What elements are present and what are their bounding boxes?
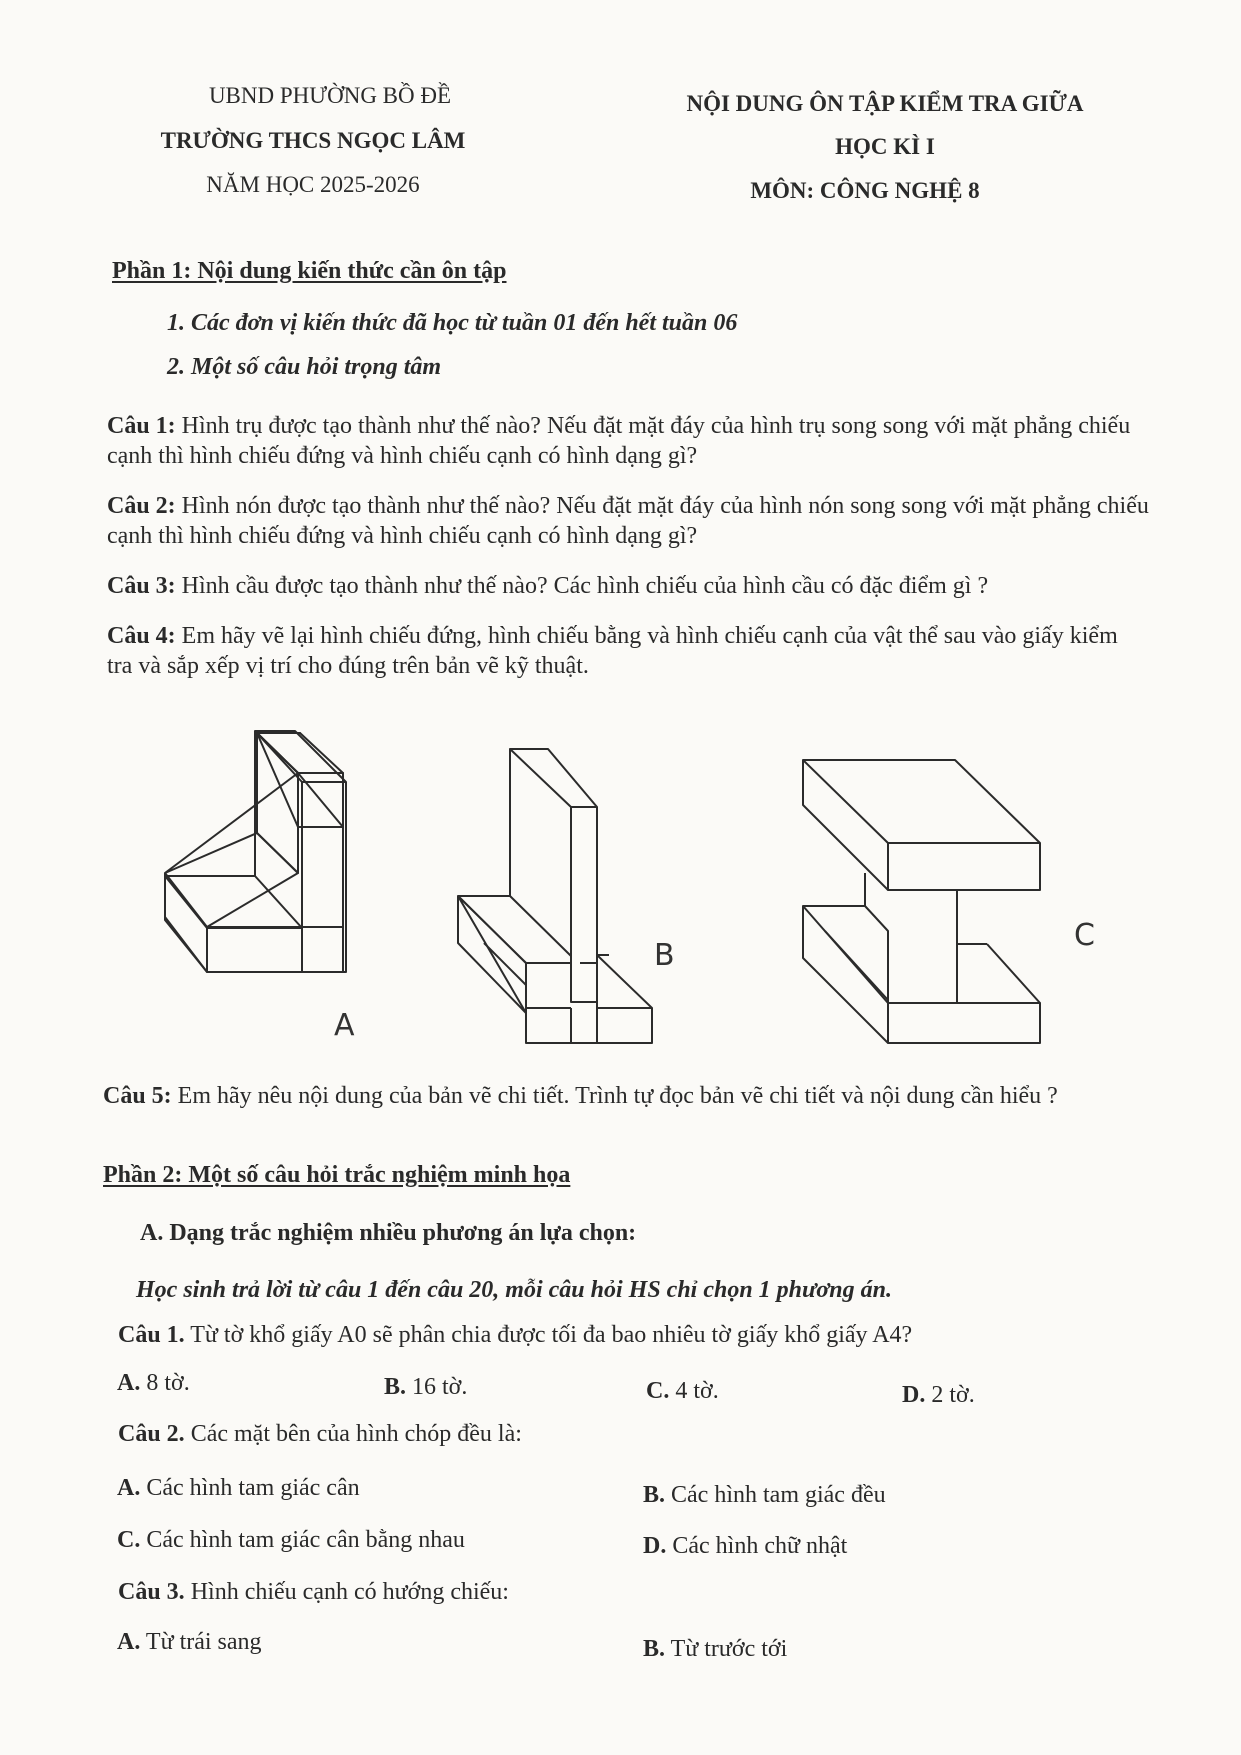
mc2-option-a <box>117 1475 360 1502</box>
mc1-option-c <box>646 1378 719 1405</box>
question-2-label: Câu 2: <box>107 493 176 519</box>
part2-title: Phần 2: Một số câu hỏi trắc nghiệm minh họa <box>103 1162 571 1188</box>
option-key: A. <box>117 1475 141 1501</box>
question-5-label: Câu 5: <box>103 1083 172 1109</box>
mc-question-2 <box>118 1421 522 1448</box>
mc3-option-b <box>643 1636 787 1663</box>
option-key: A. <box>117 1629 141 1655</box>
mc3-option-a <box>117 1629 262 1656</box>
doc-subject: MÔN: CÔNG NGHỆ 8 <box>750 178 980 203</box>
part2-instruction: Học sinh trả lời từ câu 1 đến câu 20, mỗi câu hỏi HS chỉ chọn 1 phương án. <box>136 1277 892 1303</box>
mc-question-1-label: Câu 1. <box>118 1322 185 1348</box>
mc2-option-b <box>643 1482 886 1509</box>
option-key: D. <box>643 1533 667 1559</box>
question-3-text: Hình cầu được tạo thành như thế nào? Các hình chiếu của hình cầu có đặc điểm gì ? <box>175 573 989 599</box>
figure-b-label: B <box>654 938 675 973</box>
option-text: 16 tờ. <box>406 1374 468 1400</box>
mc1-option-a <box>117 1370 190 1397</box>
mc2-option-c <box>117 1527 465 1554</box>
option-text: Các hình tam giác cân <box>140 1475 360 1501</box>
mc-question-3-label: Câu 3. <box>118 1579 185 1605</box>
question-3-label: Câu 3: <box>107 573 176 599</box>
option-key: B. <box>643 1636 666 1662</box>
mc1-option-d <box>902 1382 975 1409</box>
doc-term: HỌC KÌ I <box>835 134 935 159</box>
part1-item1: 1. Các đơn vị kiến thức đã học từ tuần 01 đến hết tuần 06 <box>167 310 738 336</box>
option-key: C. <box>646 1378 670 1404</box>
mc-question-3-text: Hình chiếu cạnh có hướng chiếu: <box>184 1579 509 1605</box>
authority-name: UBND PHƯỜNG BỒ ĐỀ <box>208 83 452 108</box>
option-key: B. <box>384 1374 407 1400</box>
option-key: A. <box>117 1370 141 1396</box>
part1-item2: 2. Một số câu hỏi trọng tâm <box>167 354 442 380</box>
question-2-text: Hình nón được tạo thành như thế nào? Nếu đặt mặt đáy của hình nón song song với mặt phẳng chiếu cạnh thì hình chiếu đứng và hình chiếu cạnh có hình dạng gì? <box>107 493 1149 549</box>
option-text: Từ trái sang <box>140 1629 262 1655</box>
mc2-option-d <box>643 1533 847 1560</box>
mc-question-1-text: Từ tờ khổ giấy A0 sẽ phân chia được tối đa bao nhiêu tờ giấy khổ giấy A4? <box>184 1322 913 1348</box>
question-1-label: Câu 1: <box>107 413 176 439</box>
option-text: Các hình tam giác đều <box>665 1482 886 1508</box>
figure-c-i-beam <box>803 760 1040 1043</box>
option-key: D. <box>902 1382 926 1408</box>
option-text: 8 tờ. <box>140 1370 190 1396</box>
figure-c-label: C <box>1074 918 1095 953</box>
question-5 <box>103 1081 1145 1111</box>
mc-question-3 <box>118 1579 509 1606</box>
option-key: B. <box>643 1482 666 1508</box>
school-name: TRƯỜNG THCS NGỌC LÂM <box>160 128 466 153</box>
option-text: 2 tờ. <box>925 1382 975 1408</box>
question-4-label: Câu 4: <box>107 623 176 649</box>
option-text: 4 tờ. <box>669 1378 719 1404</box>
question-4-text: Em hãy vẽ lại hình chiếu đứng, hình chiếu bằng và hình chiếu cạnh của vật thể sau vào giấy kiểm tra và sắp xếp vị trí cho đúng trên bản vẽ kỹ thuật. <box>107 623 1118 679</box>
figure-b-inverted-t <box>458 749 652 1043</box>
question-1-text: Hình trụ được tạo thành như thế nào? Nếu đặt mặt đáy của hình trụ song song với mặt phẳng chiếu cạnh thì hình chiếu đứng và hình chiếu cạnh có hình dạng gì? <box>107 413 1131 469</box>
option-text: Các hình tam giác cân bằng nhau <box>140 1527 465 1553</box>
option-text: Từ trước tới <box>665 1636 788 1662</box>
school-year: NĂM HỌC 2025-2026 <box>206 172 420 197</box>
mc-question-2-label: Câu 2. <box>118 1421 185 1447</box>
doc-title: NỘI DUNG ÔN TẬP KIỂM TRA GIỮA <box>686 91 1084 116</box>
part2-section-a: A. Dạng trắc nghiệm nhiều phương án lựa chọn: <box>140 1220 637 1246</box>
question-5-text: Em hãy nêu nội dung của bản vẽ chi tiết. Trình tự đọc bản vẽ chi tiết và nội dung cần hiểu ? <box>171 1083 1058 1109</box>
option-text: Các hình chữ nhật <box>666 1533 848 1559</box>
option-key: C. <box>117 1527 141 1553</box>
mc-question-1 <box>118 1322 912 1349</box>
part1-title: Phần 1: Nội dung kiến thức cần ôn tập <box>112 258 507 284</box>
mc1-option-b <box>384 1374 467 1401</box>
mc-question-2-text: Các mặt bên của hình chóp đều là: <box>184 1421 522 1447</box>
figure-a-label: A <box>334 1008 355 1043</box>
